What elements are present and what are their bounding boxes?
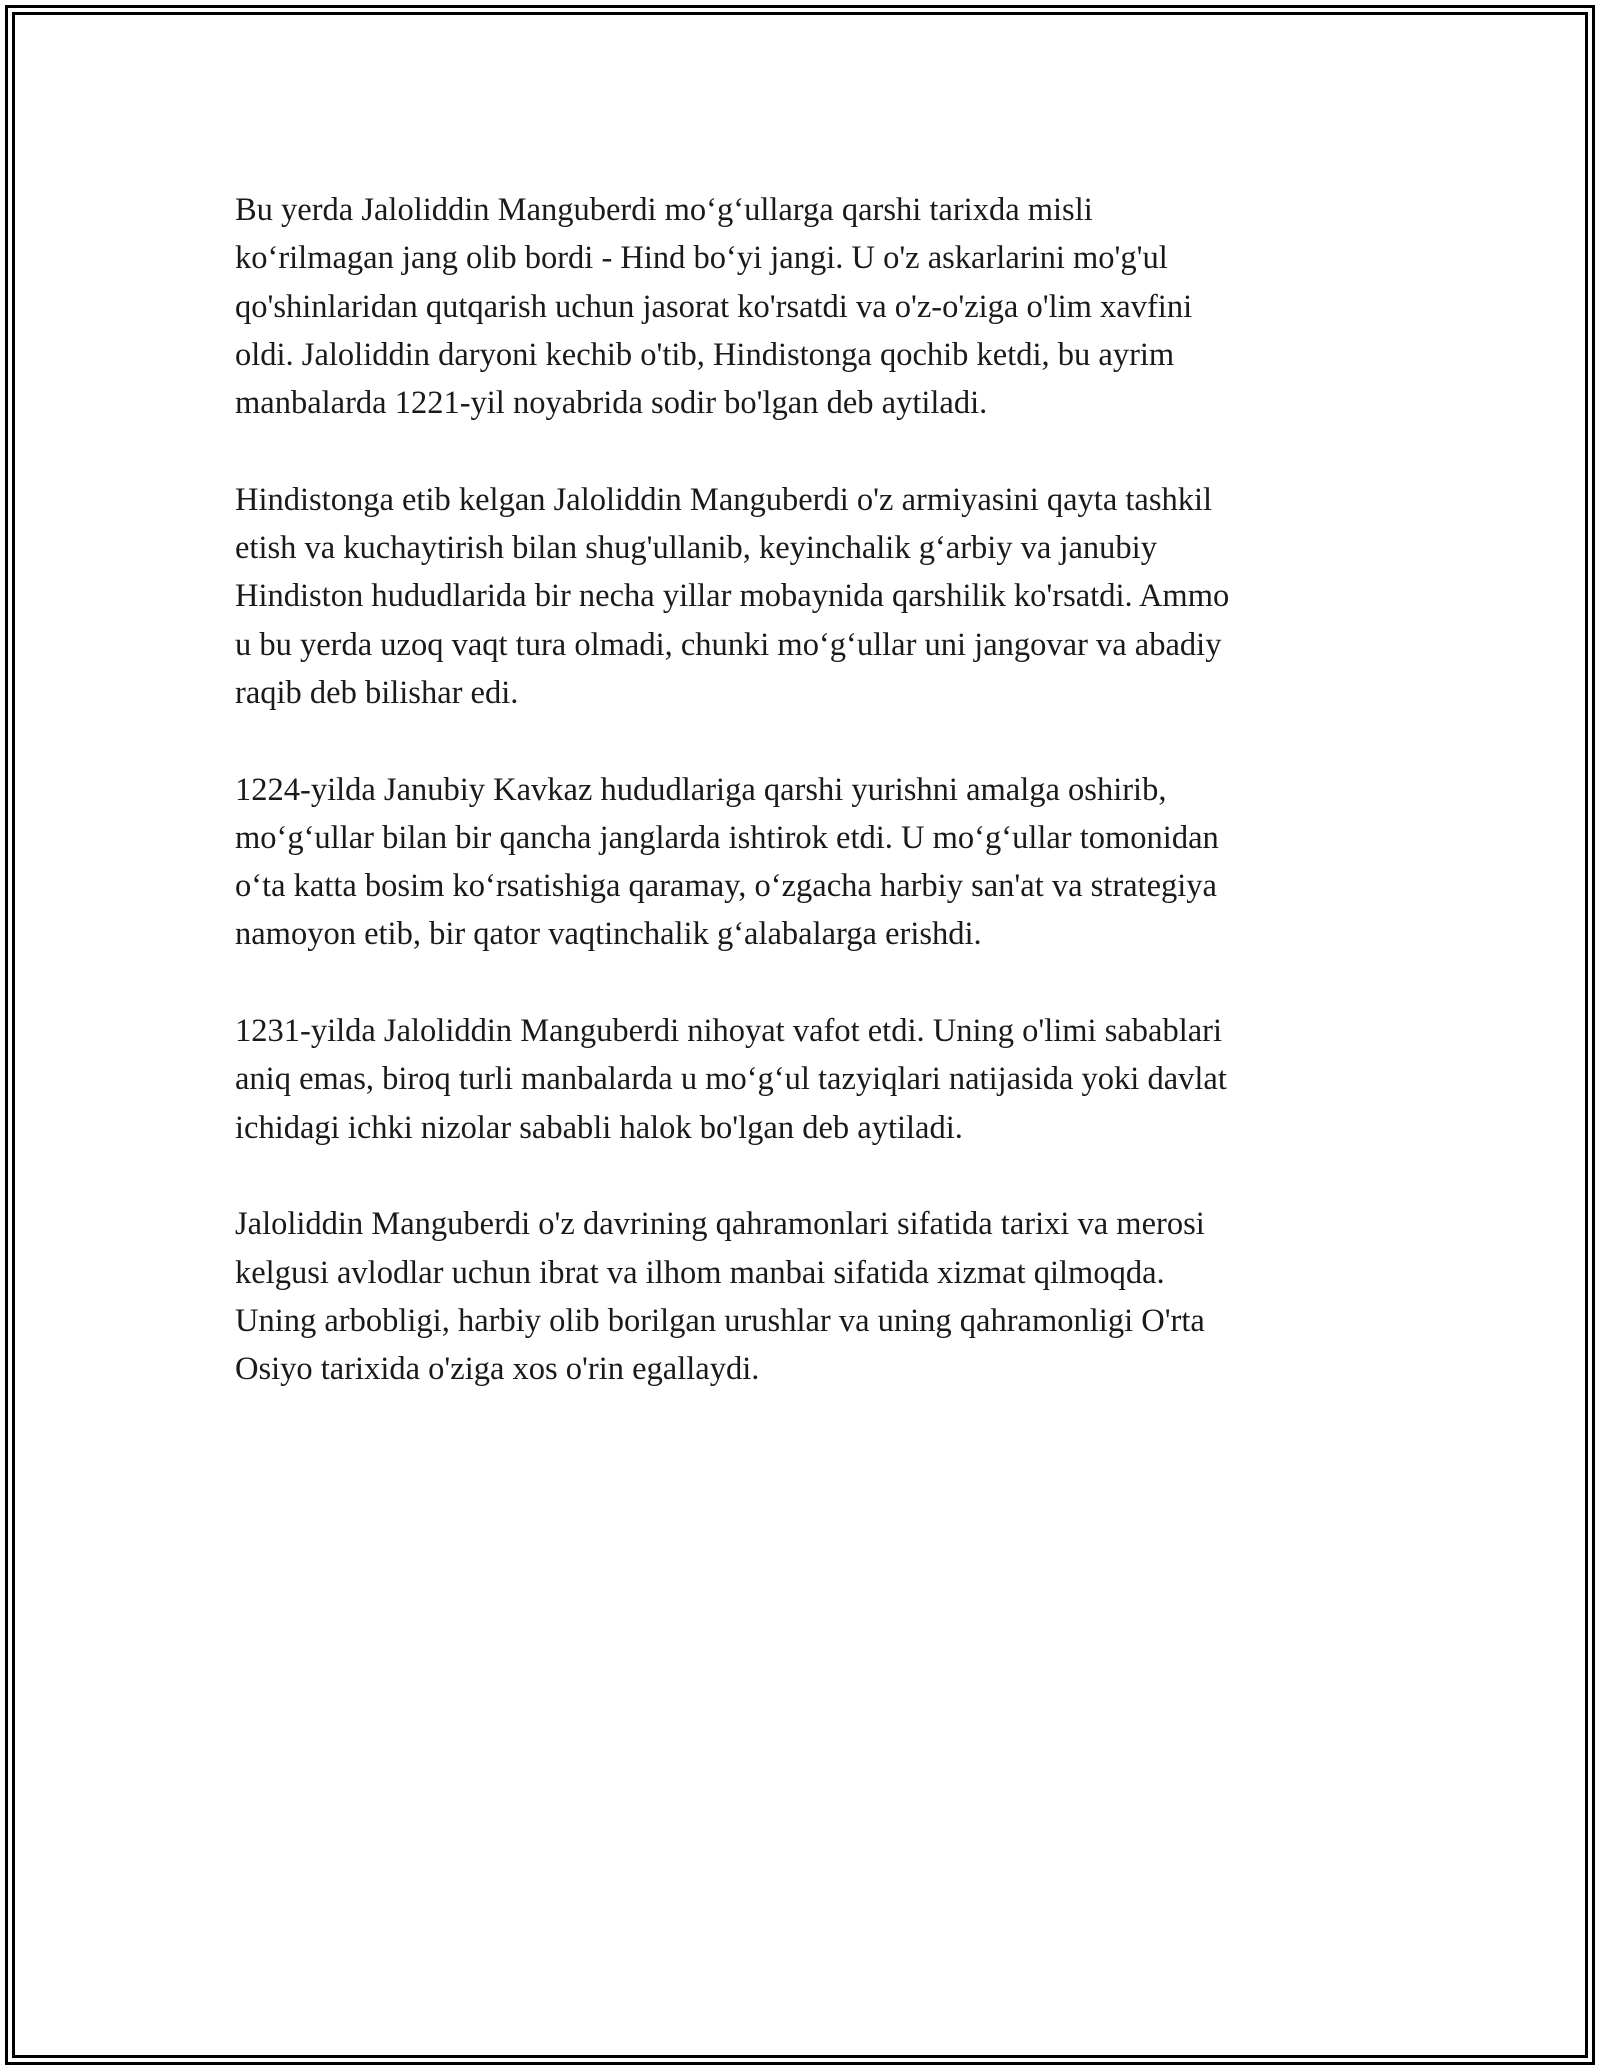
paragraph-1: Bu yerda Jaloliddin Manguberdi mo‘g‘ullarga qarshi tarixda misli ko‘rilmagan jang olib bordi - Hind bo‘yi jangi. U o'z askarlarini mo'g'ul qo'shinlaridan qutqarish uchun jasorat ko'rsatdi va o'z-o'ziga o'lim xavfini oldi. Jaloliddin daryoni kechib o'tib, Hindistonga qochib ketdi, bu ayrim manbalarda 1221-yil noyabrida sodir bo'lgan deb aytiladi. xyxy=(235,192,1193,422)
paragraph-3: 1224-yilda Janubiy Kavkaz hududlariga qarshi yurishni amalga oshirib, mo‘g‘ullar bilan bir qancha janglarda ishtirok etdi. U mo‘g‘ullar tomonidan o‘ta katta bosim ko‘rsatishiga qaramay, o‘zgacha harbiy san'at va strategiya namoyon etib, bir qator vaqtinchalik g‘alabalarga erishdi. xyxy=(235,771,1219,953)
paragraph-5: Jaloliddin Manguberdi o'z davrining qahramonlari sifatida tarixi va merosi kelgusi avlodlar uchun ibrat va ilhom manbai sifatida xizmat qilmoqda. Uning arbobligi, harbiy olib borilgan urushlar va uning qahramonligi O'rta Osiyo tarixida o'ziga xos o'rin egallaydi. xyxy=(235,1206,1205,1388)
paragraph-2: Hindistonga etib kelgan Jaloliddin Manguberdi o'z armiyasini qayta tashkil etish va kuchaytirish bilan shug'ullanib, keyinchalik g‘arbiy va janubiy Hindiston hududlarida bir necha yillar mobaynida qarshilik ko'rsatdi. Ammo u bu yerda uzoq vaqt tura olmadi, chunki mo‘g‘ullar uni jangovar va abadiy raqib deb bilishar edi. xyxy=(235,481,1230,711)
paragraph-4: 1231-yilda Jaloliddin Manguberdi nihoyat vafot etdi. Uning o'limi sabablari aniq emas, biroq turli manbalarda u mo‘g‘ul tazyiqlari natijasida yoki davlat ichidagi ichki nizolar sababli halok bo'lgan deb aytiladi. xyxy=(235,1013,1227,1146)
document-body xyxy=(235,186,1375,1442)
